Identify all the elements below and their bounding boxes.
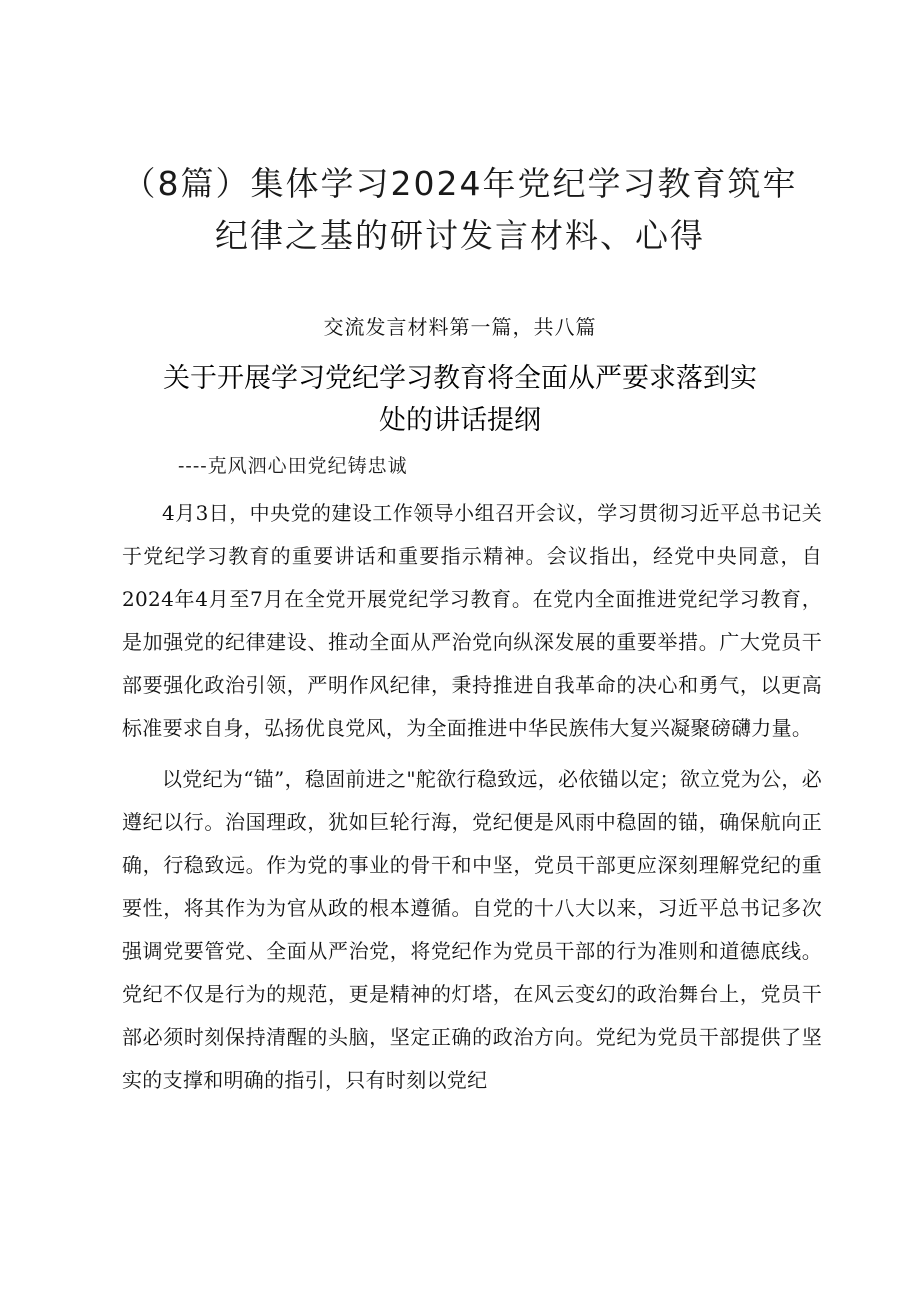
section-label: 交流发言材料第一篇，共八篇 [323,315,597,339]
speech-title-line-2: 处的讲话提纲 [379,405,541,436]
speech-title [120,358,800,442]
speech-subtitle: ----克风泗心田党纪铸忠诚 [178,455,408,477]
body-paragraph: 以党纪为“锚”，稳固前进之"舵欲行稳致远，必依锚以定；欲立党为公，必遵纪以行。治国理政，犹如巨轮行海，党纪便是风雨中稳固的锚，确保航向正确，行稳致远。作为党的事业的骨干和中坚，党员干部更应深刻理解党纪的重要性，将其作为为官从政的根本遵循。自党的十八大以来，习近平总书记多次强调党要管党、全面从严治党，将党纪作为党员干部的行为准则和道德底线。党纪不仅是行为的规范，更是精神的灯塔，在风云变幻的政治舞台上，党员干部必须时刻保持清醒的头脑，坚定正确的政治方向。党纪为党员干部提供了坚实的支撑和明确的指引，只有时刻以党纪 [122,767,822,1092]
body-text [122,492,822,1110]
document-title [60,158,860,262]
document-title-line-1: （8篇）集体学习2024年党纪学习教育筑牢 [122,164,798,203]
document-title-line-2: 纪律之基的研讨发言材料、心得 [215,216,705,255]
body-paragraph: 4月3日，中央党的建设工作领导小组召开会议，学习贯彻习近平总书记关于党纪学习教育的重要讲话和重要指示精神。会议指出，经党中央同意，自2024年4月至7月在全党开展党纪学习教育。在党内全面推进党纪学习教育，是加强党的纪律建设、推动全面从严治党向纵深发展的重要举措。广大党员干部要强化政治引领，严明作风纪律，秉持推进自我革命的决心和勇气，以更高标准要求自身，弘扬优良党风，为全面推进中华民族伟大复兴凝聚磅礴力量。 [122,501,822,740]
speech-title-line-1: 关于开展学习党纪学习教育将全面从严要求落到实 [163,363,757,394]
